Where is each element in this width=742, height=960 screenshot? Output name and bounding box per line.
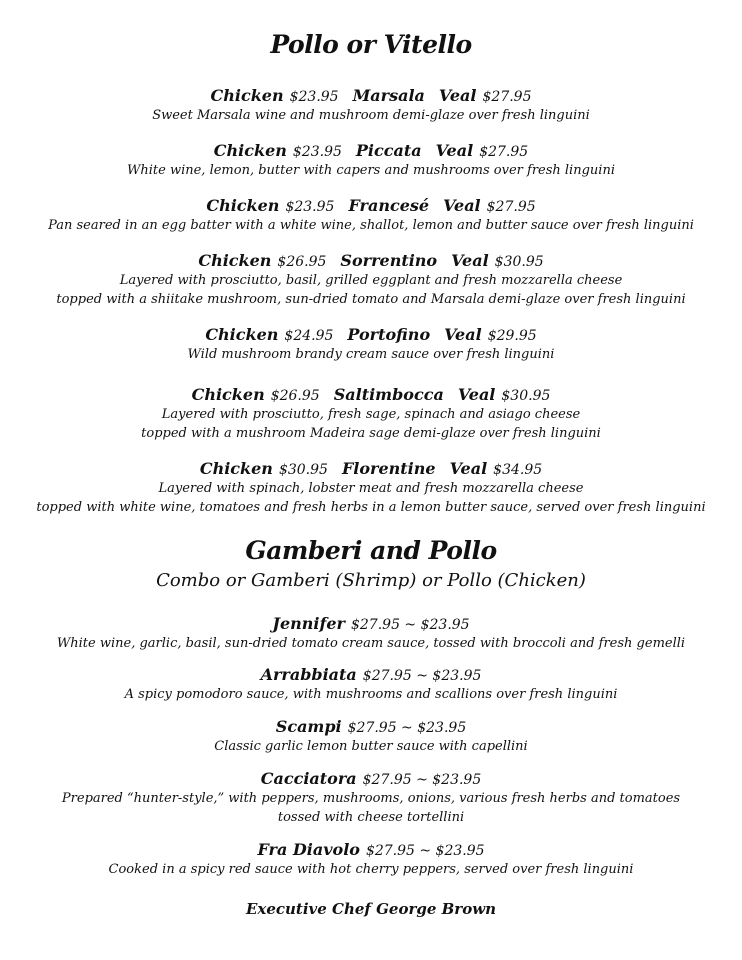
item-description: A spicy pomodoro sauce, with mushrooms and scallions over fresh linguini <box>124 687 618 702</box>
veal-price: $30.95 <box>494 254 544 270</box>
dish-name: Sorrentino <box>340 251 438 270</box>
veal-price: $27.95 <box>482 89 532 105</box>
item-description: tossed with cheese tortellini <box>277 810 465 825</box>
section-title-pollo-vitello: Pollo or Vitello <box>270 30 472 59</box>
item-description: topped with a mushroom Madeira sage demi-glaze over fresh linguini <box>141 426 601 441</box>
chicken-label: Chicken <box>210 86 284 105</box>
veal-label: Veal <box>457 385 496 404</box>
dish-name: Arrabbiata <box>260 665 357 684</box>
menu-item-fra-diavolo <box>0 840 742 859</box>
chicken-price: $23.95 <box>292 144 342 160</box>
veal-label: Veal <box>438 86 477 105</box>
dish-price: $27.95 ~ $23.95 <box>362 772 482 788</box>
item-description: topped with white wine, tomatoes and fresh herbs in a lemon butter sauce, served over fresh linguini <box>36 500 706 515</box>
item-description: Cooked in a spicy red sauce with hot cherry peppers, served over fresh linguini <box>108 862 634 877</box>
dish-name: Jennifer <box>272 614 345 633</box>
dish-name: Fra Diavolo <box>257 840 360 859</box>
veal-price: $34.95 <box>493 462 543 478</box>
chicken-label: Chicken <box>206 196 280 215</box>
chicken-price: $23.95 <box>285 199 335 215</box>
section-title-gamberi-pollo: Gamberi and Pollo <box>245 536 497 565</box>
veal-price: $27.95 <box>479 144 529 160</box>
item-description: Layered with spinach, lobster meat and fresh mozzarella cheese <box>158 481 584 496</box>
item-description: Wild mushroom brandy cream sauce over fresh linguini <box>187 347 555 362</box>
menu-item-piccata <box>0 141 742 160</box>
dish-price: $27.95 ~ $23.95 <box>365 843 485 859</box>
dish-name: Cacciatora <box>260 769 357 788</box>
dish-name: Scampi <box>275 717 342 736</box>
section-subtitle: Combo or Gamberi (Shrimp) or Pollo (Chicken) <box>156 570 586 591</box>
dish-name: Florentine <box>341 459 436 478</box>
veal-label: Veal <box>444 325 482 344</box>
chicken-label: Chicken <box>191 385 265 404</box>
chicken-label: Chicken <box>213 141 287 160</box>
item-description: White wine, lemon, butter with capers and mushrooms over fresh linguini <box>127 163 615 178</box>
dish-name: Marsala <box>352 86 425 105</box>
item-description: Pan seared in an egg batter with a white wine, shallot, lemon and butter sauce over fresh linguini <box>48 218 694 233</box>
item-description: Prepared “hunter-style,” with peppers, mushrooms, onions, various fresh herbs and tomatoes <box>61 791 681 806</box>
item-description: topped with a shiitake mushroom, sun-dried tomato and Marsala demi-glaze over fresh linguini <box>56 292 686 307</box>
menu-item-marsala <box>0 86 742 105</box>
dish-price: $27.95 ~ $23.95 <box>347 720 467 736</box>
menu-item-portofino <box>0 325 742 344</box>
chicken-label: Chicken <box>198 251 272 270</box>
veal-label: Veal <box>449 459 488 478</box>
menu-item-arrabbiata <box>0 665 742 684</box>
item-description: Classic garlic lemon butter sauce with capellini <box>214 739 528 754</box>
veal-price: $29.95 <box>487 328 537 344</box>
chicken-label: Chicken <box>199 459 273 478</box>
dish-name: Piccata <box>355 141 422 160</box>
chicken-price: $30.95 <box>278 462 328 478</box>
item-description: Layered with prosciutto, fresh sage, spinach and asiago cheese <box>161 407 581 422</box>
item-description: Layered with prosciutto, basil, grilled eggplant and fresh mozzarella cheese <box>119 273 623 288</box>
veal-price: $27.95 <box>486 199 536 215</box>
menu-item-scampi <box>0 717 742 736</box>
executive-chef: Executive Chef George Brown <box>245 900 497 918</box>
chicken-price: $23.95 <box>289 89 339 105</box>
item-description: Sweet Marsala wine and mushroom demi-glaze over fresh linguini <box>152 108 590 123</box>
item-description: White wine, garlic, basil, sun-dried tomato cream sauce, tossed with broccoli and fresh gemelli <box>56 636 686 651</box>
chicken-price: $26.95 <box>277 254 327 270</box>
menu-item-cacciatora <box>0 769 742 788</box>
veal-price: $30.95 <box>501 388 551 404</box>
menu-item-jennifer <box>0 614 742 633</box>
menu-item-florentine <box>0 459 742 478</box>
menu-item-sorrentino <box>0 251 742 270</box>
menu-item-saltimbocca <box>0 385 742 404</box>
veal-label: Veal <box>443 196 481 215</box>
veal-label: Veal <box>435 141 474 160</box>
chicken-price: $26.95 <box>270 388 320 404</box>
dish-name: Saltimbocca <box>333 385 444 404</box>
chicken-label: Chicken <box>205 325 279 344</box>
dish-price: $27.95 ~ $23.95 <box>362 668 482 684</box>
menu-item-francese <box>0 196 742 215</box>
dish-name: Francesé <box>348 196 430 215</box>
veal-label: Veal <box>451 251 489 270</box>
dish-name: Portofino <box>347 325 431 344</box>
chicken-price: $24.95 <box>284 328 334 344</box>
dish-price: $27.95 ~ $23.95 <box>350 617 470 633</box>
